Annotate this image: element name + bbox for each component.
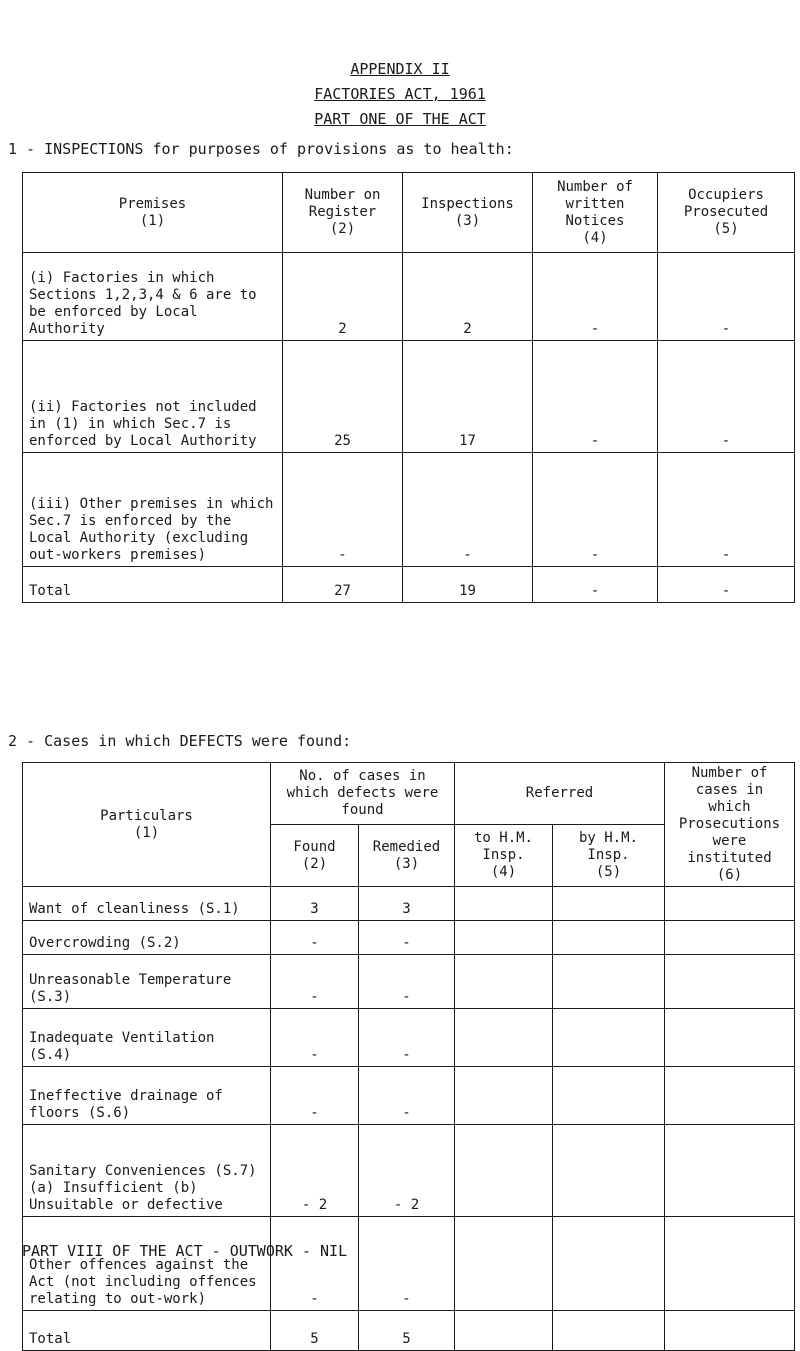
col-remedied-header: Remedied (3) [359,825,455,887]
to-hm-cell [455,887,553,921]
col-referred-group-header: Referred [455,763,665,825]
by-hm-cell [553,1125,665,1217]
remedied-cell: - [359,955,455,1009]
premises-cell: (iii) Other premises in which Sec.7 is enforced by the Local Authority (excluding out-workers premises) [23,453,283,567]
total-notices: - [533,567,658,603]
to-hm-cell [455,1009,553,1067]
col-register-header: Number on Register (2) [283,173,403,253]
found-cell: - [271,1009,359,1067]
remedied-cell: 3 [359,887,455,921]
act-title: FACTORIES ACT, 1961 [314,85,486,103]
particular-cell: Overcrowding (S.2) [23,921,271,955]
table-row [23,1217,795,1311]
inspections-cell: - [403,453,533,567]
table-row [23,1067,795,1125]
register-cell: 25 [283,341,403,453]
prosecuted-cell: - [658,253,795,341]
total-to-hm [455,1311,553,1351]
prosecuted-cell: - [658,453,795,567]
col-inspections-header: Inspections (3) [403,173,533,253]
outwork-footer: PART VIII OF THE ACT - OUTWORK - NIL [22,1242,348,1260]
inspections-cell: 2 [403,253,533,341]
found-cell: - 2 [271,1125,359,1217]
table-row [23,921,795,955]
total-inspections: 19 [403,567,533,603]
remedied-cell: - [359,1217,455,1311]
defects-table [22,762,795,1351]
by-hm-cell [553,887,665,921]
table-row [23,955,795,1009]
notices-cell: - [533,253,658,341]
by-hm-cell [553,955,665,1009]
total-prosecuted: - [658,567,795,603]
notices-cell: - [533,453,658,567]
defects-header-row [23,763,795,825]
total-row [23,1311,795,1351]
remedied-cell: - 2 [359,1125,455,1217]
table-row [23,453,795,567]
inspections-cell: 17 [403,341,533,453]
found-cell: - [271,955,359,1009]
particular-cell: Want of cleanliness (S.1) [23,887,271,921]
total-label: Total [23,567,283,603]
register-cell: 2 [283,253,403,341]
section1-title: 1 - INSPECTIONS for purposes of provisions as to health: [8,140,514,158]
particular-cell: Other offences against the Act (not including offences relating to out-work) [23,1217,271,1311]
total-prosecutions [665,1311,795,1351]
col-particulars-header: Particulars (1) [23,763,271,887]
prosecutions-cell [665,921,795,955]
section2-title: 2 - Cases in which DEFECTS were found: [8,732,352,750]
table-row [23,1009,795,1067]
to-hm-cell [455,921,553,955]
remedied-cell: - [359,921,455,955]
found-cell: - [271,921,359,955]
col-notices-header: Number of written Notices (4) [533,173,658,253]
particular-cell: Inadequate Ventilation (S.4) [23,1009,271,1067]
total-row [23,567,795,603]
appendix-title: APPENDIX II [350,60,450,78]
particular-cell: Ineffective drainage of floors (S.6) [23,1067,271,1125]
notices-cell: - [533,341,658,453]
inspections-table [22,172,795,603]
prosecutions-cell [665,1217,795,1311]
total-label: Total [23,1311,271,1351]
table-row [23,1125,795,1217]
found-cell: 3 [271,887,359,921]
found-cell: - [271,1217,359,1311]
col-prosecuted-header: Occupiers Prosecuted (5) [658,173,795,253]
table-row [23,887,795,921]
register-cell: - [283,453,403,567]
premises-cell: (i) Factories in which Sections 1,2,3,4 & 6 are to be enforced by Local Authority [23,253,283,341]
prosecutions-cell [665,1067,795,1125]
to-hm-cell [455,1125,553,1217]
col-cases-group-header: No. of cases in which defects were found [271,763,455,825]
remedied-cell: - [359,1067,455,1125]
inspections-header-row [23,173,795,253]
col-found-header: Found (2) [271,825,359,887]
total-remedied: 5 [359,1311,455,1351]
particular-cell: Unreasonable Temperature (S.3) [23,955,271,1009]
by-hm-cell [553,1067,665,1125]
found-cell: - [271,1067,359,1125]
to-hm-cell [455,1217,553,1311]
remedied-cell: - [359,1009,455,1067]
table-row [23,253,795,341]
prosecutions-cell [665,955,795,1009]
particular-cell: Sanitary Conveniences (S.7) (a) Insufficient (b) Unsuitable or defective [23,1125,271,1217]
col-by-hm-header: by H.M. Insp. (5) [553,825,665,887]
prosecutions-cell [665,887,795,921]
total-found: 5 [271,1311,359,1351]
table-row [23,341,795,453]
by-hm-cell [553,921,665,955]
col-to-hm-header: to H.M. Insp. (4) [455,825,553,887]
col-prosecutions-header: Number of cases in which Prosecutions were instituted (6) [665,763,795,887]
by-hm-cell [553,1217,665,1311]
total-by-hm [553,1311,665,1351]
part-title: PART ONE OF THE ACT [314,110,486,128]
prosecutions-cell [665,1125,795,1217]
col-premises-header: Premises (1) [23,173,283,253]
to-hm-cell [455,1067,553,1125]
by-hm-cell [553,1009,665,1067]
prosecuted-cell: - [658,341,795,453]
premises-cell: (ii) Factories not included in (1) in which Sec.7 is enforced by Local Authority [23,341,283,453]
to-hm-cell [455,955,553,1009]
total-register: 27 [283,567,403,603]
prosecutions-cell [665,1009,795,1067]
